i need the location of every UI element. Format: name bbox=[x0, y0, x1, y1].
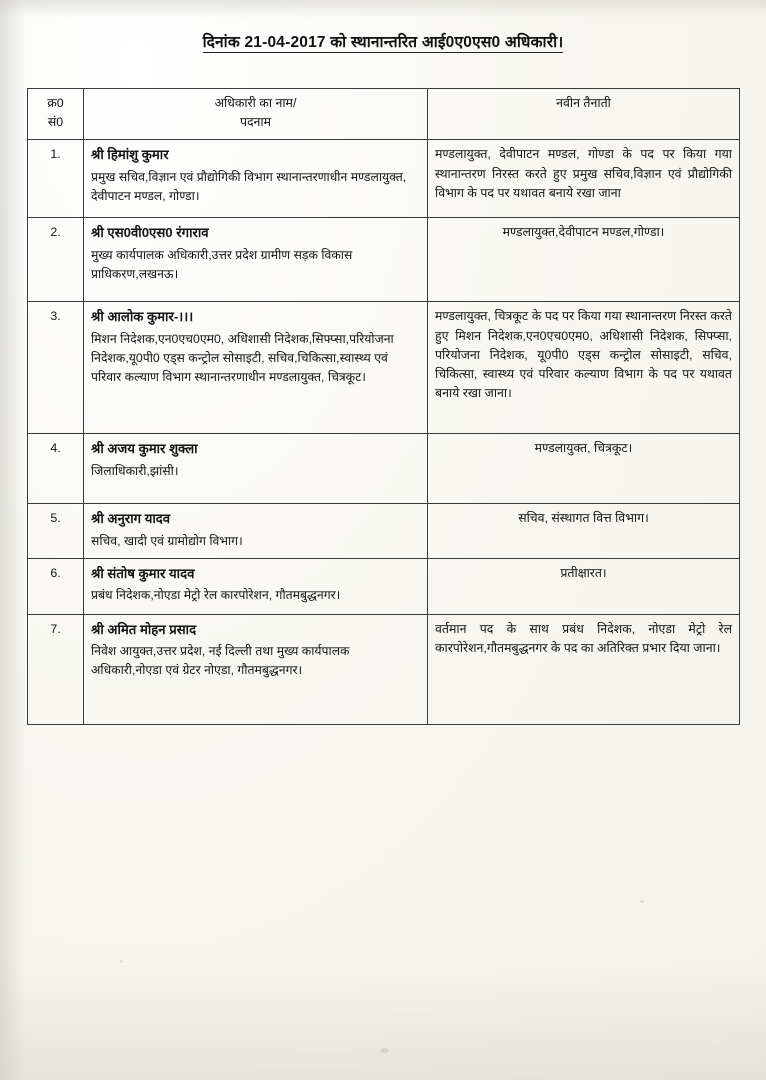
officer-name-text: श्री आलोक कुमार-।।। bbox=[91, 309, 194, 325]
table-row bbox=[28, 218, 740, 302]
column-header-new-posting-text: नवीन तैनाती bbox=[556, 96, 611, 110]
cell-serial-number: 5. bbox=[28, 504, 84, 559]
table-body bbox=[28, 140, 740, 725]
cell-officer-name bbox=[84, 614, 428, 724]
cell-serial-number: 4. bbox=[28, 434, 84, 504]
cell-new-posting: मण्डलायुक्त, देवीपाटन मण्डल, गोण्डा के पद पर किया गया स्थानान्तरण निरस्त करते हुए प्रमुख सचिव,विज्ञान एवं प्रौद्योगिकी विभाग के पद पर यथावत बनाये रखा जाना bbox=[428, 140, 740, 218]
column-header-officer-name-line2: पदनाम bbox=[239, 115, 272, 130]
officer-designation-text: जिलाधिकारी,झांसी। bbox=[91, 463, 179, 478]
cell-officer-name bbox=[84, 434, 428, 504]
table-header bbox=[28, 89, 740, 140]
cell-new-posting: मण्डलायुक्त, चित्रकूट के पद पर किया गया स्थानान्तरण निरस्त करते हुए मिशन निदेशक,एन0एच0एम0, अधिशासी निदेशक, सिफ्प्सा, परियोजना निदेशक, यू0पी0 एड्स कन्ट्रोल सोसाइटी, सचिव, चिकित्सा, स्वास्थ्य एवं परिवार कल्याण विभाग के पद पर यथावत बनाये रखा जाना। bbox=[428, 302, 740, 434]
officer-name-text: श्री अजय कुमार शुक्ला bbox=[91, 441, 198, 457]
column-header-serial-line1: क्र0 bbox=[47, 96, 64, 110]
cell-officer-name bbox=[84, 558, 428, 614]
cell-new-posting: सचिव, संस्थागत वित्त विभाग। bbox=[428, 504, 740, 559]
table-row bbox=[28, 140, 740, 218]
officer-designation-text: सचिव, खादी एवं ग्रामोद्योग विभाग। bbox=[91, 533, 243, 548]
cell-new-posting: वर्तमान पद के साथ प्रबंध निदेशक, नोएडा मेट्रो रेल कारपोरेशन,गौतमबुद्धनगर के पद का अतिरिक्त प्रभार दिया जाना। bbox=[428, 614, 740, 724]
officer-designation-text: प्रमुख सचिव,विज्ञान एवं प्रौद्योगिकी विभाग स्थानान्तरणाधीन मण्डलायुक्त, देवीपाटन मण्डल, गोण्डा। bbox=[91, 169, 407, 203]
officer-designation-text: निवेश आयुक्त,उत्तर प्रदेश, नई दिल्ली तथा मुख्य कार्यपालक अधिकारी,नोएडा एवं ग्रेटर नोएडा, गौतमबुद्धनगर। bbox=[91, 644, 350, 678]
column-header-officer-name-line1: अधिकारी का नाम/ bbox=[214, 96, 297, 110]
column-header-serial-number bbox=[28, 89, 84, 140]
scan-shadow-top bbox=[0, 0, 766, 18]
page-title-text: दिनांक 21-04-2017 को स्थानान्तरित आई0ए0एस0 अधिकारी। bbox=[202, 34, 564, 51]
cell-serial-number: 7. bbox=[28, 614, 84, 724]
scan-shadow-bottom bbox=[0, 960, 766, 1080]
transfer-orders-table bbox=[27, 88, 740, 725]
officer-name-text: श्री हिमांशु कुमार bbox=[91, 147, 169, 163]
scan-shadow-left bbox=[0, 0, 26, 1080]
officer-designation-text: मिशन निदेशक,एन0एच0एम0, अधिशासी निदेशक,सिफ्प्सा,परियोजना निदेशक,यू0पी0 एड्स कन्ट्रोल सोसाइटी, सचिव,चिकित्सा,स्वास्थ्य एवं परिवार कल्याण विभाग स्थानान्तरणाधीन मण्डलायुक्त, चित्रकूट। bbox=[91, 331, 394, 384]
officer-name-text: श्री अमित मोहन प्रसाद bbox=[91, 621, 197, 637]
column-header-officer-name bbox=[84, 89, 428, 140]
table-header-row bbox=[28, 89, 740, 140]
cell-officer-name bbox=[84, 302, 428, 434]
cell-officer-name bbox=[84, 140, 428, 218]
cell-officer-name bbox=[84, 504, 428, 559]
officer-name-text: श्री एस0वी0एस0 रंगाराव bbox=[91, 225, 209, 241]
table-row bbox=[28, 504, 740, 559]
cell-serial-number: 6. bbox=[28, 558, 84, 614]
officer-designation-text: प्रबंध निदेशक,नोएडा मेट्रो रेल कारपोरेशन, गौतमबुद्धनगर। bbox=[91, 588, 341, 603]
cell-new-posting: मण्डलायुक्त, चित्रकूट। bbox=[428, 434, 740, 504]
table-row bbox=[28, 302, 740, 434]
officer-name-text: श्री अनुराग यादव bbox=[91, 511, 171, 527]
table-row bbox=[28, 614, 740, 724]
cell-new-posting: मण्डलायुक्त,देवीपाटन मण्डल,गोण्डा। bbox=[428, 218, 740, 302]
column-header-serial-line2: सं0 bbox=[47, 115, 64, 130]
scan-speck bbox=[380, 1048, 389, 1053]
scan-speck bbox=[640, 900, 644, 903]
cell-officer-name bbox=[84, 218, 428, 302]
table-row bbox=[28, 434, 740, 504]
scan-speck bbox=[120, 960, 123, 963]
column-header-new-posting bbox=[428, 89, 740, 140]
table-row bbox=[28, 558, 740, 614]
cell-serial-number: 3. bbox=[28, 302, 84, 434]
officer-designation-text: मुख्य कार्यपालक अधिकारी,उत्तर प्रदेश ग्रामीण सड़क विकास प्राधिकरण,लखनऊ। bbox=[91, 247, 353, 281]
officer-name-text: श्री संतोष कुमार यादव bbox=[91, 565, 195, 581]
page-title bbox=[0, 30, 766, 52]
cell-new-posting: प्रतीक्षारत। bbox=[428, 558, 740, 614]
cell-serial-number: 1. bbox=[28, 140, 84, 218]
cell-serial-number: 2. bbox=[28, 218, 84, 302]
